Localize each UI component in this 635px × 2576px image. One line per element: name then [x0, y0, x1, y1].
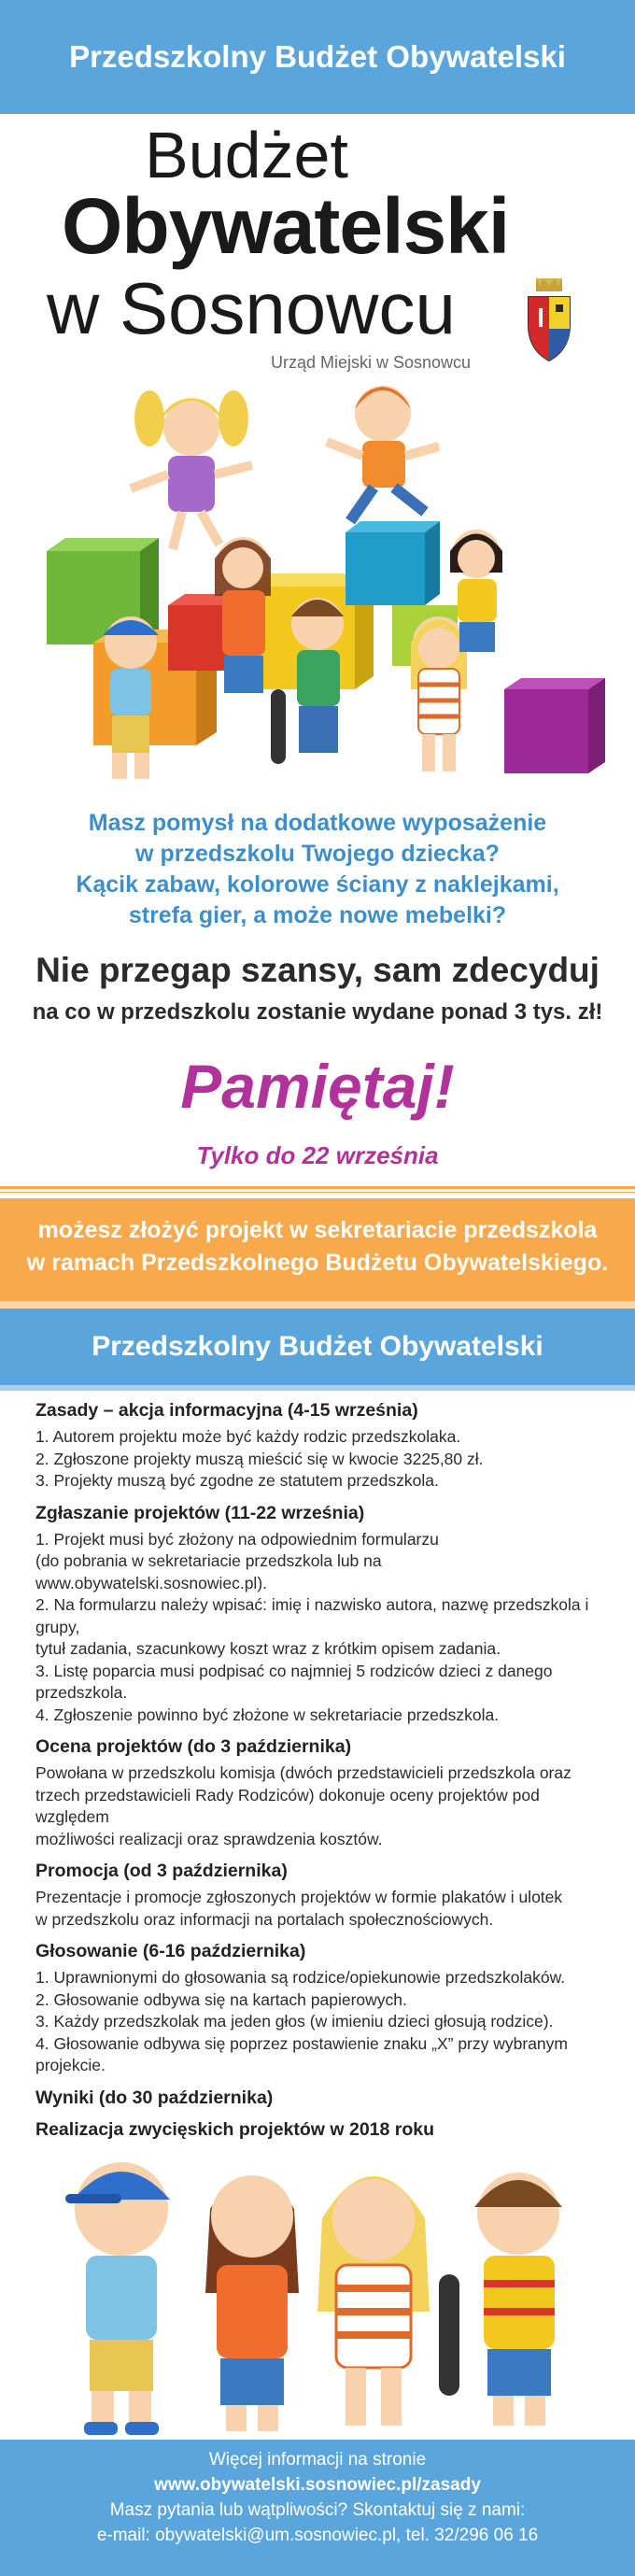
header-title: Przedszkolny Budżet Obywatelski [69, 39, 566, 74]
rules-heading-evaluation: Ocena projektów (do 3 października) [35, 1736, 352, 1757]
footer-questions: Masz pytania lub wątpliwości? Skontaktuj się z nami: [109, 2500, 526, 2520]
girl-brown-hair-figure [205, 2175, 299, 2431]
remember-title: Pamiętaj! [180, 1052, 455, 1121]
deadline-text: Tylko do 22 września [196, 1141, 439, 1169]
orange-banner-line-1: możesz złożyć projekt w sekretariacie przedszkola [37, 1217, 598, 1243]
chance-subheadline: na co w przedszkolu zostanie wydane ponad 3 tys. zł! [32, 999, 603, 1025]
cube-teal-icon [346, 521, 440, 605]
rule-item: trzech przedstawicieli Rady Rodziców) dokonuje oceny projektów pod względem [35, 1785, 540, 1826]
rule-item: tytuł zadania, szacunkowy koszt wraz z krótkim opisem zadania. [35, 1639, 501, 1658]
girl-blonde-figure [318, 2176, 430, 2426]
logo-line-2: Obywatelski [62, 182, 510, 270]
rules-heading-results: Wyniki (do 30 października) [35, 2087, 274, 2108]
orange-banner-line-2: w ramach Przedszkolnego Budżetu Obywatelskiego. [26, 1250, 609, 1276]
question-line-1: Masz pomysł na dodatkowe wyposażenie [88, 810, 547, 836]
rule-item: 1. Projekt musi być złożony na odpowiednim formularzu [35, 1529, 439, 1549]
orange-strip [0, 1301, 635, 1309]
boy-jumping-figure [327, 386, 439, 521]
rule-item: 4. Zgłoszenie powinno być złożone w sekretariacie przedszkola. [35, 1705, 500, 1724]
section-title-banner [0, 1309, 635, 1385]
rule-item: 2. Głosowanie odbywa się na kartach papierowych. [35, 1989, 407, 2009]
logo-line-1: Budżet [145, 119, 348, 191]
rules-heading-implementation: Realizacja zwycięskich projektów w 2018 roku [35, 2118, 435, 2140]
orange-divider [0, 1186, 635, 1189]
kids-and-blocks-illustration [0, 372, 635, 794]
cube-purple-icon [504, 678, 605, 773]
rules-heading-info: Zasady – akcja informacyjna (4-15 września) [35, 1400, 418, 1421]
rule-item: (do pobrania w sekretariacie przedszkola lub na www.obywatelski.sosnowiec.pl). [35, 1551, 382, 1592]
rules-heading-submission: Zgłaszanie projektów (11-22 września) [35, 1502, 365, 1523]
section-title: Przedszkolny Budżet Obywatelski [92, 1331, 543, 1362]
city-crest-icon [523, 276, 575, 362]
logo-subtitle: Urząd Miejski w Sosnowcu [271, 353, 472, 372]
orange-divider-thin [0, 1192, 635, 1193]
rule-item: możliwości realizacji oraz sprawdzenia kosztów. [35, 1829, 383, 1848]
girl-pigtails-figure [131, 390, 252, 549]
rule-item: 3. Projekty muszą być zgodne ze statutem przedszkola. [35, 1471, 439, 1490]
boy-skateboard-figure [439, 2173, 562, 2426]
rule-item: 2. Zgłoszone projekty muszą mieścić się w kwocie 3225,80 zł. [35, 1449, 484, 1468]
footer [0, 2440, 635, 2576]
logo-line-3: w Sosnowcu [47, 267, 456, 349]
question-line-4: strefa gier, a może nowe mebelki? [128, 902, 507, 928]
rule-item: 2. Na formularzu należy wpisać: imię i nazwisko autora, nazwę przedszkola i grupy, [35, 1595, 589, 1636]
header-banner [0, 0, 635, 114]
blue-strip [0, 1385, 635, 1391]
rule-item: 1. Autorem projektu może być każdy rodzic przedszkolaka. [35, 1427, 461, 1446]
rule-item: w przedszkolu oraz informacji na portalach społecznościowych. [35, 1909, 494, 1929]
rule-item: 3. Każdy przedszkolak ma jeden głos (w imieniu dzieci głosują rodzice). [35, 2012, 554, 2031]
question-line-2: w przedszkolu Twojego dziecka? [135, 841, 500, 867]
rule-item: 1. Uprawnionymi do głosowania są rodzice/opiekunowie przedszkolaków. [35, 1968, 566, 1987]
rule-item: 4. Głosowanie odbywa się poprzez postawienie znaku „X” przy wybranym projekcie. [35, 2033, 568, 2074]
rule-item: 3. Listę poparcia musi podpisać co najmniej 5 rodziców dzieci z danego przedszkola. [35, 1661, 553, 1702]
girl-blonde-figure [411, 616, 467, 771]
chance-headline: Nie przegap szansy, sam zdecyduj [35, 951, 600, 989]
footer-more-info: Więcej informacji na stronie [208, 2450, 427, 2470]
kids-group-illustration [0, 2134, 635, 2438]
logo [0, 120, 635, 372]
footer-website-link[interactable]: www.obywatelski.sosnowiec.pl/zasady [154, 2475, 481, 2495]
boy-cap-figure [65, 2162, 170, 2435]
rules-section [35, 1399, 605, 2145]
rule-item: Prezentacje i promocje zgłoszonych projektów w formie plakatów i ulotek [35, 1888, 563, 1906]
footer-contact[interactable]: e-mail: obywatelski@um.sosnowiec.pl, tel. 32/296 06 16 [96, 2526, 539, 2545]
rule-item: Powołana w przedszkolu komisja (dwóch przedstawicieli przedszkola oraz [35, 1763, 572, 1782]
boy-cap-figure [103, 616, 159, 779]
rules-heading-voting: Głosowanie (6-16 października) [35, 1941, 306, 1961]
question-line-3: Kącik zabaw, kolorowe ściany z naklejkami, [76, 871, 559, 898]
rules-heading-promotion: Promocja (od 3 października) [35, 1861, 288, 1881]
